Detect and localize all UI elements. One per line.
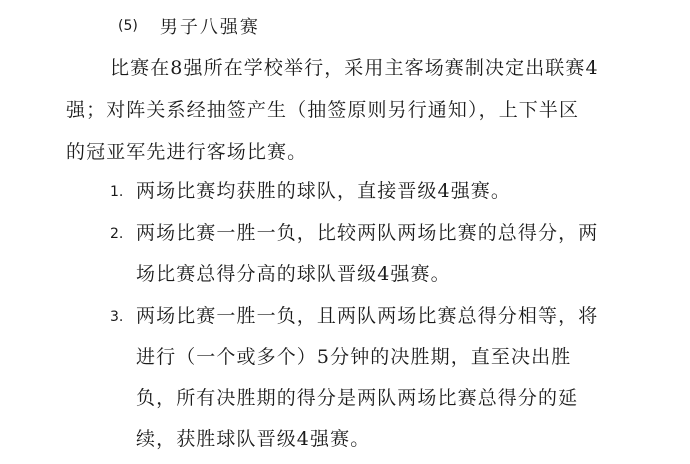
section-number: (5) (118, 18, 138, 34)
list-item-line: 两场比赛一胜一负，比较两队两场比赛的总得分，两 (136, 222, 599, 244)
list-item-number: 2. (110, 226, 124, 242)
list-item-line: 两场比赛一胜一负，且两队两场比赛总得分相等，将 (136, 305, 599, 327)
paragraph-line: 的冠亚军先进行客场比赛。 (66, 141, 308, 163)
section-heading (118, 12, 260, 40)
list-item-line: 续，获胜球队晋级4强赛。 (136, 428, 371, 450)
list-item-line: 负，所有决胜期的得分是两队两场比赛总得分的延 (136, 387, 579, 409)
section-title: 男子八强赛 (159, 17, 260, 38)
list-item-line: 两场比赛均获胜的球队，直接晋级4强赛。 (136, 180, 511, 202)
list-item-line: 场比赛总得分高的球队晋级4强赛。 (136, 263, 451, 285)
list-item-number: 3. (110, 309, 124, 325)
list-item-number: 1. (110, 184, 124, 200)
list-item-line: 进行（一个或多个）5分钟的决胜期，直至决出胜 (136, 346, 572, 368)
paragraph-line: 比赛在8强所在学校举行，采用主客场赛制决定出联赛4 (110, 57, 599, 79)
paragraph-line: 强；对阵关系经抽签产生（抽签原则另行通知），上下半区 (66, 99, 580, 121)
